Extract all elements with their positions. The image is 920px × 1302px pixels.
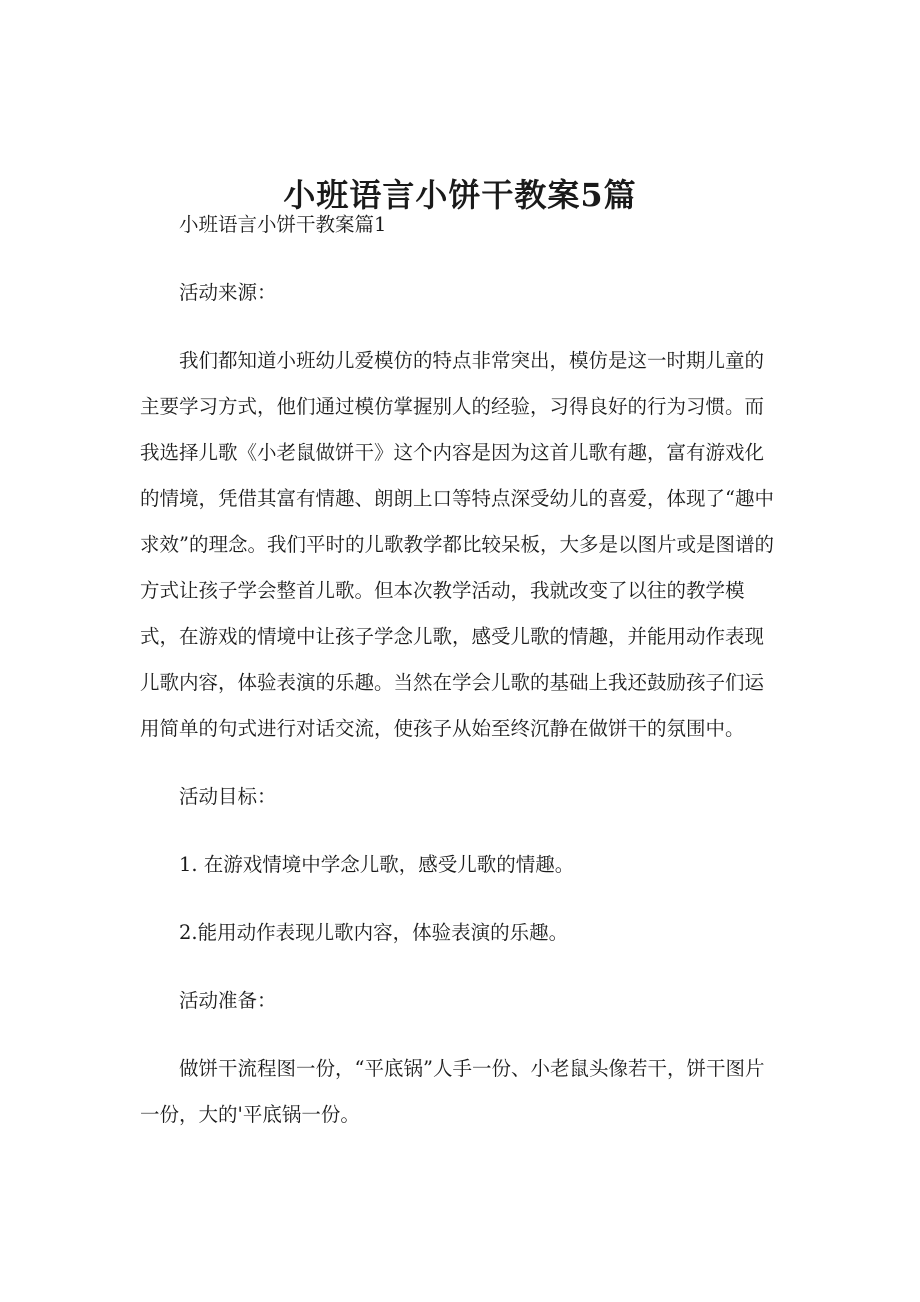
document-body	[140, 202, 780, 1138]
paragraph-heading: 活动准备：	[179, 989, 277, 1012]
body-paragraph: 我们都知道小班幼儿爱模仿的特点非常突出，模仿是这一时期儿童的主要学习方式，他们通过模仿掌握别人的经验，习得良好的行为习惯。而我选择儿歌《小老鼠做饼干》这个内容是因为这首儿歌有趣，富有游戏化的情境，凭借其富有情趣、朗朗上口等特点深受幼儿的喜爱，体现了“趣中求效”的理念。我们平时的儿歌教学都比较呆板，大多是以图片或是图谱的方式让孩子学会整首儿歌。但本次教学活动，我就改变了以往的教学模式，在游戏的情境中让孩子学念儿歌，感受儿歌的情趣，并能用动作表现儿歌内容，体验表演的乐趣。当然在学会儿歌的基础上我还鼓励孩子们运用简单的句式进行对话交流，使孩子从始至终沉静在做饼干的氛围中。	[140, 349, 774, 740]
list-item: 1. 在游戏情境中学念儿歌，感受儿歌的情趣。	[179, 853, 575, 876]
list-item: 2.能用动作表现儿歌内容，体验表演的乐趣。	[179, 921, 569, 944]
body-paragraph: 做饼干流程图一份，“平底锅”人手一份、小老鼠头像若干，饼干图片一份，大的'平底锅一份。	[140, 1057, 765, 1126]
paragraph-heading: 活动来源：	[179, 281, 277, 304]
section-heading: 小班语言小饼干教案篇1	[179, 213, 387, 236]
paragraph-heading: 活动目标：	[179, 785, 277, 808]
document-title: 小班语言小饼干教案5篇	[283, 176, 637, 215]
